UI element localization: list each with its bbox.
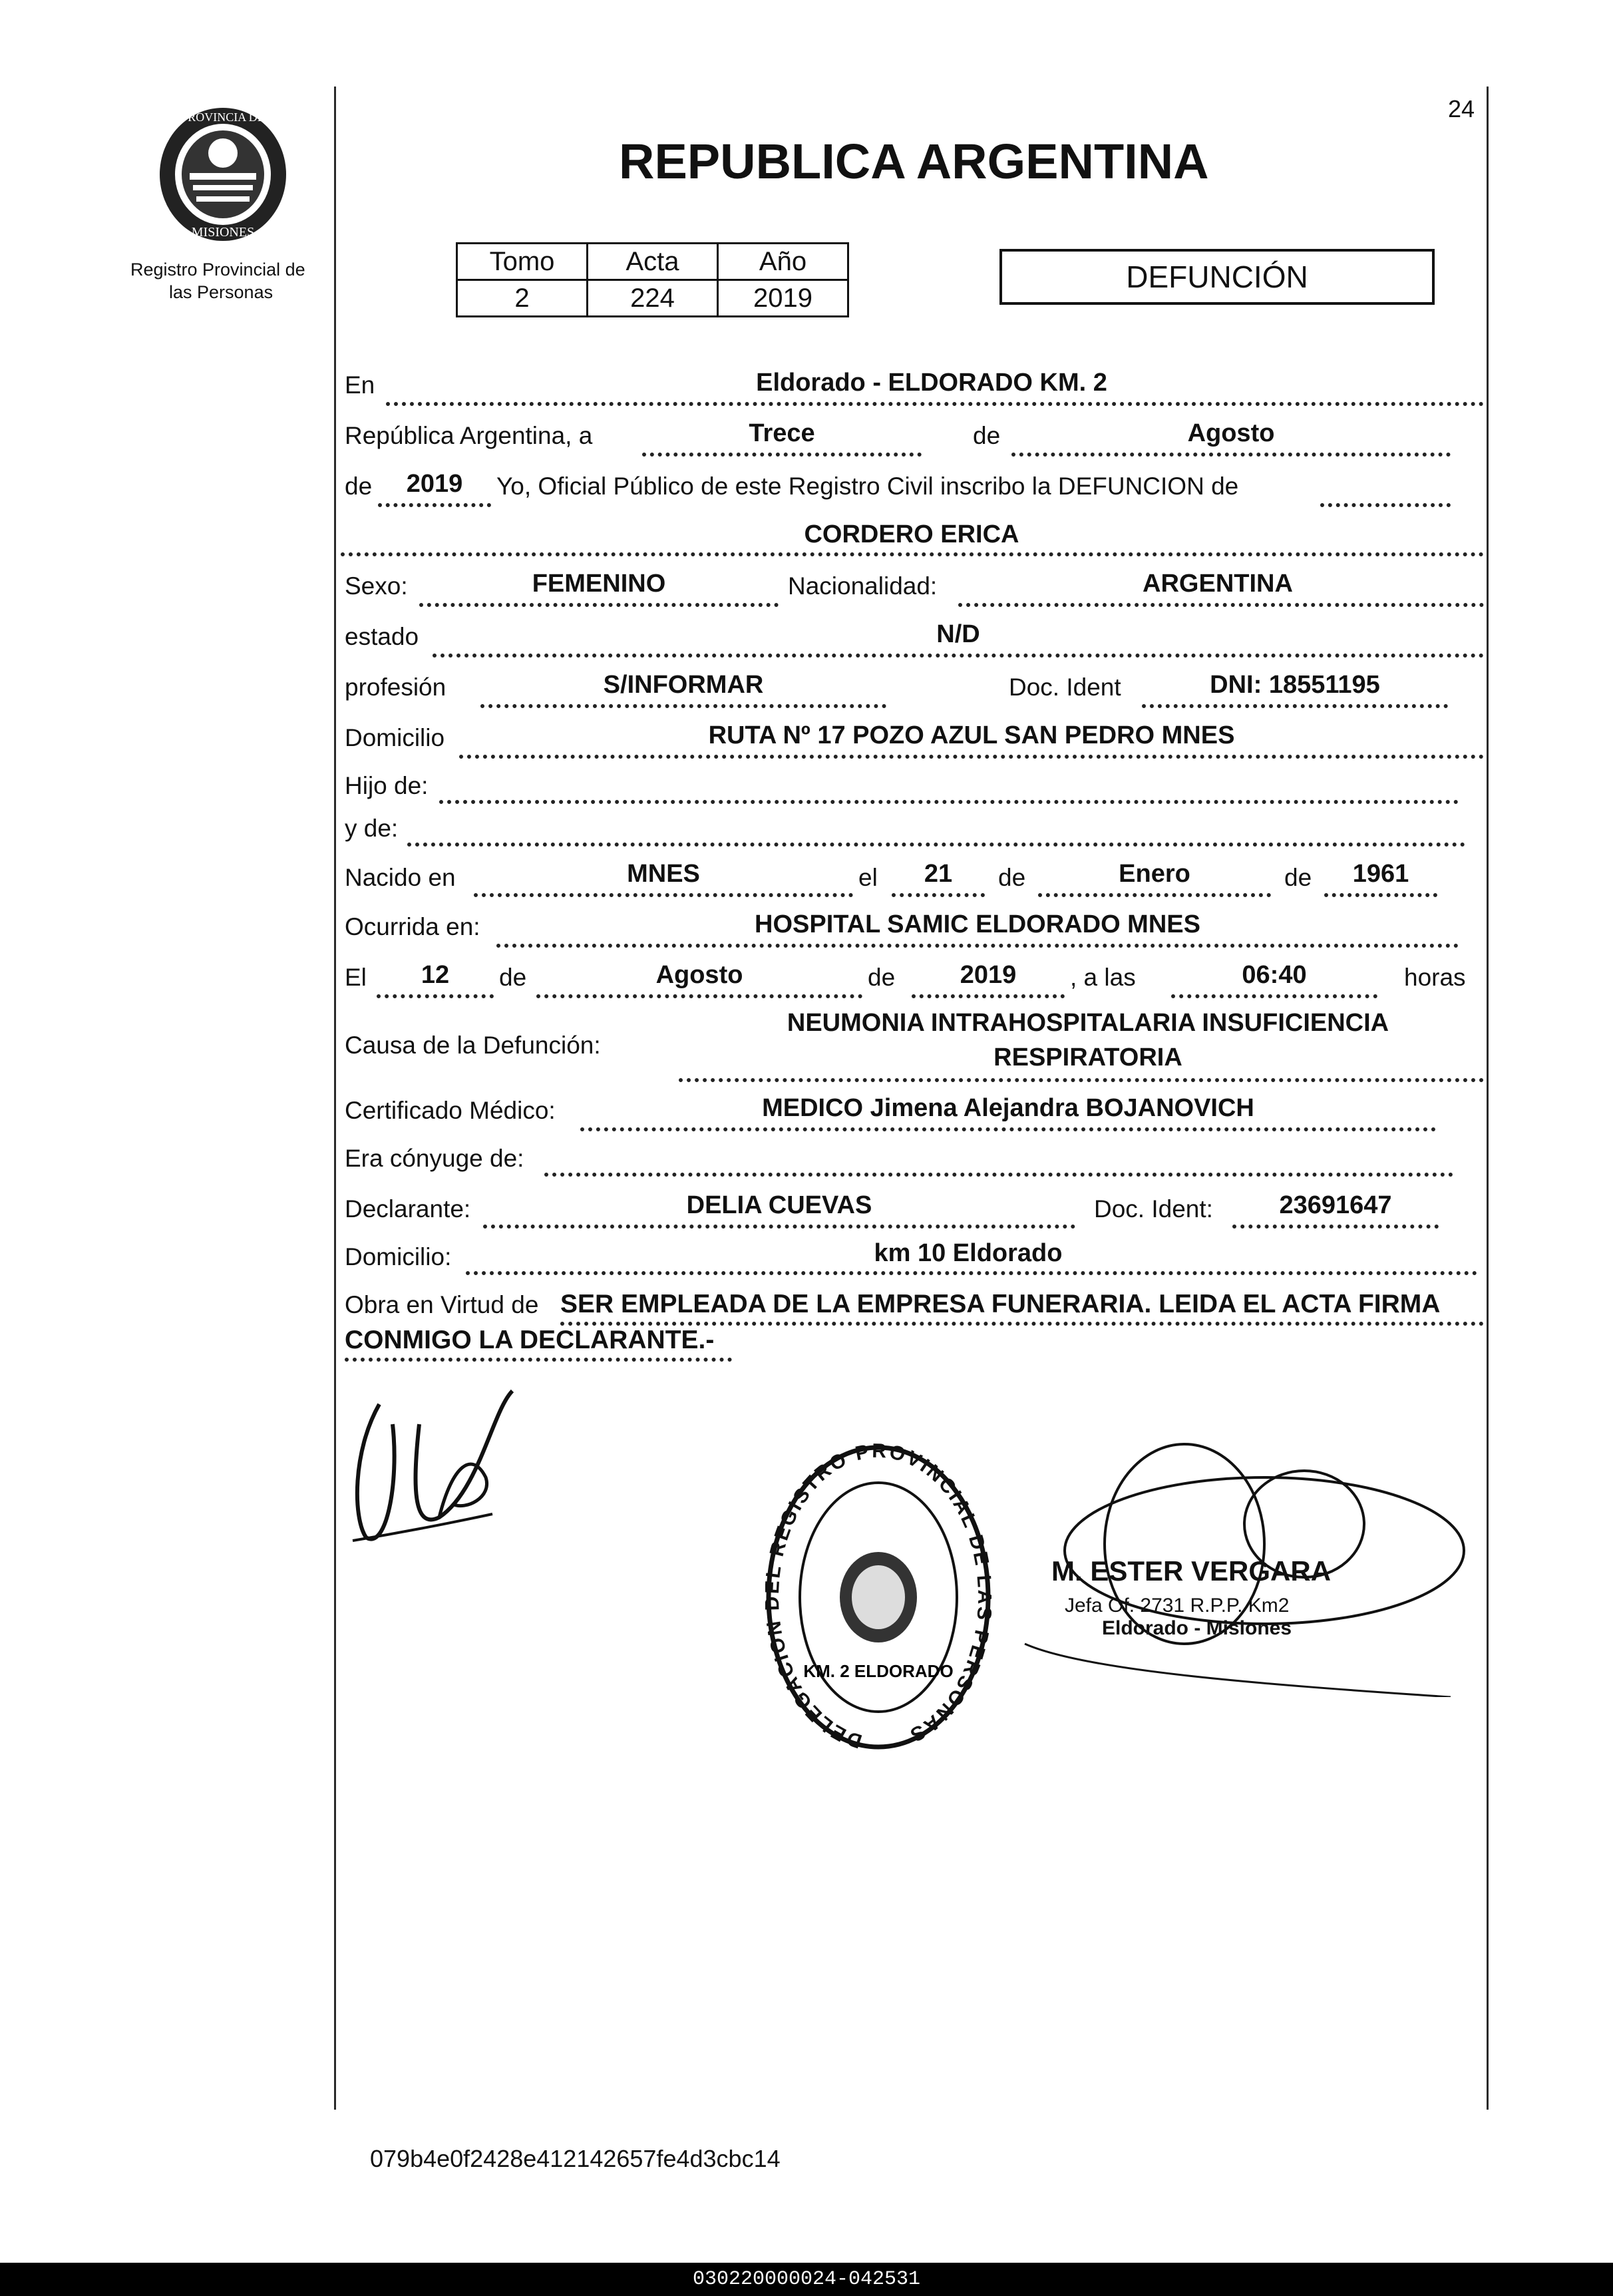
declarante-value: DELIA CUEVAS: [686, 1191, 872, 1219]
registry-seal: [765, 1437, 991, 1757]
horas-label: horas: [1404, 964, 1466, 991]
yde-dots: [407, 843, 1465, 847]
estado-label: estado: [345, 623, 419, 650]
birth-month-dots: [1038, 893, 1271, 897]
certificado-label: Certificado Médico:: [345, 1097, 556, 1124]
emblem-top-text: PROVINCIA DE: [181, 110, 265, 124]
causa-label: Causa de la Defunción:: [345, 1032, 601, 1059]
doc-ident2-dots: [1232, 1225, 1439, 1229]
death-day: 12: [421, 961, 450, 989]
record-table: [456, 242, 849, 317]
doc-ident-value: DNI: 18551195: [1210, 671, 1380, 699]
birth-month: Enero: [1119, 860, 1190, 888]
record-value-tomo: 2: [457, 280, 588, 317]
document-type-box: DEFUNCIÓN: [999, 249, 1435, 305]
estado-value: N/D: [936, 620, 980, 648]
year-dots: [378, 503, 491, 507]
profesion-label: profesión: [345, 673, 447, 701]
right-margin-line: [1487, 87, 1489, 2110]
officer-title: Jefa Of. 2731 R.P.P. Km2: [1065, 1595, 1290, 1617]
name-dots: [341, 552, 1484, 556]
nacido-dots: [474, 893, 853, 897]
seal-ring-text: DELEGACIO REGISTRO PROVINCIAL DE PERSONAS: [765, 1439, 991, 1752]
domicilio-dots: [459, 755, 1484, 759]
record-value-acta: 224: [588, 280, 718, 317]
de6-label: de: [868, 964, 896, 991]
emblem-bottom-text: MISIONES: [191, 225, 255, 240]
birth-year-dots: [1324, 893, 1437, 897]
death-year: 2019: [960, 961, 1017, 989]
domicilio2-value: km 10 Eldorado: [874, 1239, 1063, 1267]
de4-label: de: [1284, 864, 1312, 891]
oficial-text: Yo, Oficial Público de este Registro Civil inscribo la DEFUNCION de: [496, 473, 1239, 500]
year-value: 2019: [406, 470, 463, 498]
conyuge-dots: [544, 1173, 1453, 1177]
death-time: 06:40: [1242, 961, 1307, 989]
oficial-dots: [1320, 503, 1451, 507]
en-dots: [386, 402, 1484, 406]
de3-label: de: [998, 864, 1026, 891]
footer-bar: [0, 2263, 1613, 2296]
causa-line2: RESPIRATORIA: [993, 1044, 1182, 1071]
obra-line1: SER EMPLEADA DE LA EMPRESA FUNERARIA. LEIDA EL ACTA FIRMA: [560, 1290, 1441, 1318]
conyuge-label: Era cónyuge de:: [345, 1145, 524, 1172]
record-value-anio: 2019: [718, 280, 848, 317]
causa-dots: [679, 1078, 1484, 1082]
El-label: El: [345, 964, 367, 991]
doc-ident-label: Doc. Ident: [1009, 673, 1121, 701]
de-label: de: [973, 422, 1001, 449]
yde-label: y de:: [345, 815, 399, 842]
sexo-value: FEMENINO: [532, 570, 666, 598]
republica-label: República Argentina, a: [345, 422, 593, 449]
declarante-dots: [483, 1225, 1075, 1229]
death-year-dots: [912, 994, 1065, 998]
record-header-tomo: Tomo: [457, 244, 588, 280]
domicilio-label: Domicilio: [345, 724, 445, 751]
death-day-dots: [377, 994, 494, 998]
birth-day-dots: [892, 893, 985, 897]
sexo-label: Sexo:: [345, 572, 408, 600]
en-label: En: [345, 371, 375, 399]
nacido-label: Nacido en: [345, 864, 456, 891]
record-header-acta: Acta: [588, 244, 718, 280]
day-value: Trece: [749, 419, 815, 447]
profesion-dots: [480, 704, 886, 708]
domicilio2-label: Domicilio:: [345, 1243, 452, 1270]
domicilio2-dots: [466, 1271, 1477, 1275]
sexo-dots: [419, 603, 779, 607]
declarant-signature: [339, 1384, 532, 1551]
de5-label: de: [499, 964, 527, 991]
estado-dots: [433, 654, 1484, 658]
ocurrida-label: Ocurrida en:: [345, 913, 480, 940]
registry-name-line2: las Personas: [169, 282, 273, 302]
de2-label: de: [345, 473, 373, 500]
officer-name: M. ESTER VERGARA: [1051, 1555, 1332, 1587]
profesion-value: S/INFORMAR: [603, 671, 764, 699]
page-title: REPUBLICA ARGENTINA: [619, 134, 1209, 189]
month-dots: [1011, 453, 1451, 457]
el-label: el: [858, 864, 878, 891]
day-dots: [642, 453, 922, 457]
doc-ident2-value: 23691647: [1279, 1191, 1392, 1219]
birth-year: 1961: [1352, 860, 1409, 888]
registry-name-line1: Registro Provincial de: [130, 260, 305, 280]
ocurrida-value: HOSPITAL SAMIC ELDORADO MNES: [755, 910, 1200, 938]
nacionalidad-label: Nacionalidad:: [788, 572, 938, 600]
month-value: Agosto: [1187, 419, 1275, 447]
certificado-dots: [580, 1127, 1436, 1131]
record-header-anio: Año: [718, 244, 848, 280]
alas-label: , a las: [1070, 964, 1136, 991]
domicilio-value: RUTA Nº 17 POZO AZUL SAN PEDRO MNES: [708, 721, 1235, 749]
declarante-label: Declarante:: [345, 1195, 471, 1223]
hijo-label: Hijo de:: [345, 772, 429, 799]
doc-ident2-label: Doc. Ident:: [1094, 1195, 1213, 1223]
deceased-name: CORDERO ERICA: [804, 520, 1019, 548]
obra-dots-2: [345, 1358, 732, 1362]
footer-code: 030220000024-042531: [692, 2268, 921, 2291]
en-value: Eldorado - ELDORADO KM. 2: [756, 369, 1107, 397]
ocurrida-dots: [496, 944, 1459, 948]
certificado-value: MEDICO Jimena Alejandra BOJANOVICH: [762, 1094, 1254, 1122]
doc-ident-dots: [1142, 704, 1448, 708]
page-number: 24: [1448, 95, 1475, 122]
death-month-dots: [536, 994, 862, 998]
nacionalidad-dots: [958, 603, 1484, 607]
nacido-value: MNES: [627, 860, 700, 888]
officer-place: Eldorado - Misiones: [1102, 1617, 1292, 1639]
death-time-dots: [1171, 994, 1377, 998]
obra-label: Obra en Virtud de: [345, 1291, 539, 1318]
death-month: Agosto: [655, 961, 743, 989]
hijo-dots: [439, 800, 1459, 804]
causa-line1: NEUMONIA INTRAHOSPITALARIA INSUFICIENCIA: [787, 1009, 1389, 1037]
left-margin-line: [334, 87, 336, 2110]
nacionalidad-value: ARGENTINA: [1143, 570, 1293, 598]
obra-line2: CONMIGO LA DECLARANTE.-: [345, 1326, 715, 1354]
seal-inner-text: KM. 2 ELDORADO: [803, 1661, 954, 1681]
birth-day: 21: [924, 860, 953, 888]
misiones-emblem: [153, 100, 293, 246]
document-hash: 079b4e0f2428e412142657fe4d3cbc14: [370, 2145, 781, 2172]
